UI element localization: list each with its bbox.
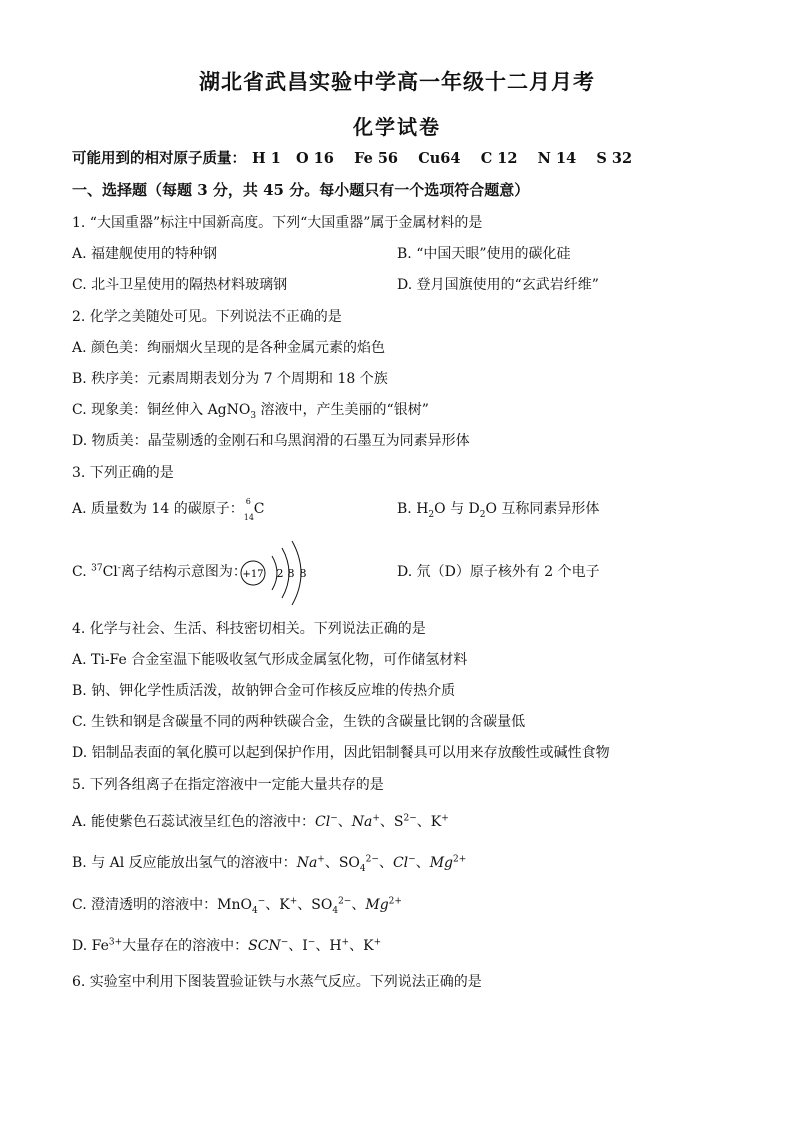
q5-b-text: B. 与 Al 反应能放出氢气的溶液中： bbox=[72, 855, 297, 871]
ion-charge: − bbox=[330, 813, 338, 824]
q1-option-c: C. 北斗卫星使用的隔热材料玻璃钢 bbox=[72, 277, 288, 293]
ion: K bbox=[279, 897, 290, 913]
q3-c-part: 离子结构示意图为： bbox=[120, 564, 247, 580]
ion-sub: 4 bbox=[251, 905, 258, 916]
q5-option-c bbox=[72, 896, 402, 914]
q1-option-a: A. 福建舰使用的特种钢 bbox=[72, 246, 218, 262]
ion-charge: − bbox=[257, 896, 266, 907]
sep: 、 bbox=[379, 814, 394, 830]
ion: MnO bbox=[217, 897, 252, 913]
section-title: 一、选择题（每题 3 分，共 45 分。每小题只有一个选项符合题意） bbox=[72, 181, 530, 199]
ion-charge: − bbox=[307, 937, 316, 948]
ion: SO bbox=[311, 897, 333, 913]
ion: Cl bbox=[315, 814, 331, 830]
mass-n: N 14 bbox=[537, 150, 577, 167]
ion-sub: 4 bbox=[359, 863, 366, 874]
q2-option-d: D. 物质美：晶莹剔透的金刚石和乌黑润滑的石墨互为同素异形体 bbox=[72, 433, 470, 449]
ion: SO bbox=[338, 855, 360, 871]
q2-stem: 2. 化学之美随处可见。下列说法不正确的是 bbox=[72, 309, 342, 325]
exam-subtitle: 化学试卷 bbox=[353, 115, 441, 139]
q3-b-sub: 2 bbox=[479, 509, 486, 520]
ion-charge: 2+ bbox=[388, 896, 402, 907]
sep: 、 bbox=[337, 814, 352, 830]
q5-d-text: D. Fe bbox=[72, 938, 109, 954]
ion: Na bbox=[351, 814, 373, 830]
mass-c: C 12 bbox=[480, 150, 518, 167]
ion: Cl bbox=[392, 855, 409, 871]
shell-2-electrons: 8 bbox=[287, 567, 295, 580]
ion-charge: + bbox=[341, 937, 350, 948]
shell-1-electrons: 2 bbox=[276, 567, 284, 580]
q3-option-d: D. 氘（D）原子核外有 2 个电子 bbox=[397, 564, 600, 580]
ion-charge: + bbox=[373, 937, 382, 948]
ion: I bbox=[302, 938, 308, 954]
sep: 、 bbox=[324, 855, 339, 871]
mass-s: S 32 bbox=[596, 150, 633, 167]
ion: Mg bbox=[365, 897, 389, 913]
ion-charge: 2− bbox=[338, 896, 352, 907]
sep: 、 bbox=[415, 855, 430, 871]
q5-a-text: A. 能使紫色石蕊试液呈红色的溶液中： bbox=[72, 814, 316, 830]
q4-option-a: A. Ti-Fe 合金室温下能吸收氢气形成金属氢化物，可作储氢材料 bbox=[72, 652, 468, 668]
sep: 、 bbox=[265, 897, 280, 913]
q1-stem: 1. “大国重器”标注中国新高度。下列“大国重器”属于金属材料的是 bbox=[72, 215, 483, 231]
q5-option-b bbox=[72, 854, 466, 872]
q5-stem: 5. 下列各组离子在指定溶液中一定能大量共存的是 bbox=[72, 777, 384, 793]
q5-option-a bbox=[72, 813, 449, 831]
q3-c-charge: - bbox=[117, 563, 121, 574]
mass-h: H 1 bbox=[252, 150, 281, 167]
sep: 、 bbox=[288, 938, 303, 954]
ion: Na bbox=[296, 855, 318, 871]
q1-option-d: D. 登月国旗使用的“玄武岩纤维” bbox=[397, 277, 599, 293]
q3-c-part: Cl bbox=[102, 564, 118, 580]
q3-c-sup: 37 bbox=[91, 563, 103, 574]
ion: K bbox=[430, 814, 442, 830]
ion-charge: 2− bbox=[403, 813, 417, 824]
ion-charge: + bbox=[372, 813, 380, 824]
mass-fe: Fe 56 bbox=[354, 150, 399, 167]
q3-stem: 3. 下列正确的是 bbox=[72, 465, 174, 481]
atomic-masses bbox=[72, 150, 632, 168]
q4-option-d: D. 铝制品表面的氧化膜可以起到保护作用，因此铝制餐具可以用来存放酸性或碱性食物 bbox=[72, 745, 610, 761]
q5-option-d bbox=[72, 937, 381, 955]
ion: S bbox=[393, 814, 404, 830]
q2-option-b: B. 秩序美：元素周期表划分为 7 个周期和 18 个族 bbox=[72, 371, 388, 387]
ion: K bbox=[363, 938, 374, 954]
q2-c-text: C. 现象美：铜丝伸入 AgNO bbox=[72, 402, 251, 418]
shell-3-electrons: 8 bbox=[299, 567, 307, 580]
masses-label: 可能用到的相对原子质量： bbox=[72, 150, 246, 167]
q4-option-b: B. 钠、钾化学性质活泼，故钠钾合金可作核反应堆的传热介质 bbox=[72, 683, 456, 699]
sep: 、 bbox=[351, 897, 366, 913]
chloride-ion-structure-diagram bbox=[238, 540, 318, 606]
mass-o: O 16 bbox=[296, 150, 334, 167]
q4-stem: 4. 化学与社会、生活、科技密切相关。下列说法正确的是 bbox=[72, 621, 426, 637]
nuclide-mass: 6 bbox=[245, 497, 251, 506]
sep: 、 bbox=[416, 814, 431, 830]
q3-b-part: O 与 D bbox=[434, 501, 480, 517]
q3-option-a bbox=[72, 497, 266, 522]
q4-option-c: C. 生铁和钢是含碳量不同的两种铁碳合金，生铁的含碳量比钢的含碳量低 bbox=[72, 714, 526, 730]
ion-charge: 2− bbox=[365, 854, 379, 865]
ion-charge: − bbox=[408, 854, 416, 865]
ion-sub: 4 bbox=[332, 905, 339, 916]
carbon-nuclide-symbol bbox=[243, 497, 266, 522]
q3-c-part: C. bbox=[72, 564, 92, 580]
exam-title: 湖北省武昌实验中学高一年级十二月月考 bbox=[199, 69, 595, 94]
q3-option-b bbox=[397, 500, 599, 518]
sep: 、 bbox=[378, 855, 393, 871]
q3-a-text: A. 质量数为 14 的碳原子： bbox=[72, 501, 244, 517]
q3-b-part: O 互称同素异形体 bbox=[485, 501, 600, 517]
ion-charge: + bbox=[441, 813, 449, 824]
q3-b-sub: 2 bbox=[428, 509, 435, 520]
mass-cu: Cu64 bbox=[418, 150, 461, 167]
nucleus-charge: +17 bbox=[242, 569, 264, 580]
sep: 、 bbox=[349, 938, 364, 954]
ion-charge: 2+ bbox=[452, 854, 467, 865]
ion-charge: + bbox=[289, 896, 298, 907]
q2-option-a: A. 颜色美：绚丽烟火呈现的是各种金属元素的焰色 bbox=[72, 340, 386, 356]
ion: SCN bbox=[248, 938, 281, 954]
ion-charge: − bbox=[280, 937, 289, 948]
nuclide-symbol: C bbox=[253, 501, 265, 517]
q3-option-c bbox=[72, 563, 247, 581]
q6-stem: 6. 实验室中利用下图装置验证铁与水蒸气反应。下列说法正确的是 bbox=[72, 974, 482, 990]
q1-option-b: B. “中国天眼”使用的碳化硅 bbox=[397, 246, 571, 262]
q2-c-text-end: 溶液中，产生美丽的“银树” bbox=[256, 402, 429, 418]
q3-b-part: B. H bbox=[397, 501, 429, 517]
ion-charge: + bbox=[317, 854, 325, 865]
q5-d-text: 大量存在的溶液中： bbox=[122, 938, 249, 954]
sep: 、 bbox=[297, 897, 312, 913]
sep: 、 bbox=[315, 938, 330, 954]
q2-c-subscript: 3 bbox=[250, 410, 257, 421]
ion-charge: 3+ bbox=[108, 937, 123, 948]
nuclide-number: 14 bbox=[243, 513, 254, 522]
q5-c-text: C. 澄清透明的溶液中： bbox=[72, 897, 218, 913]
ion: H bbox=[329, 938, 342, 954]
q2-option-c bbox=[72, 401, 429, 419]
ion: Mg bbox=[429, 855, 453, 871]
